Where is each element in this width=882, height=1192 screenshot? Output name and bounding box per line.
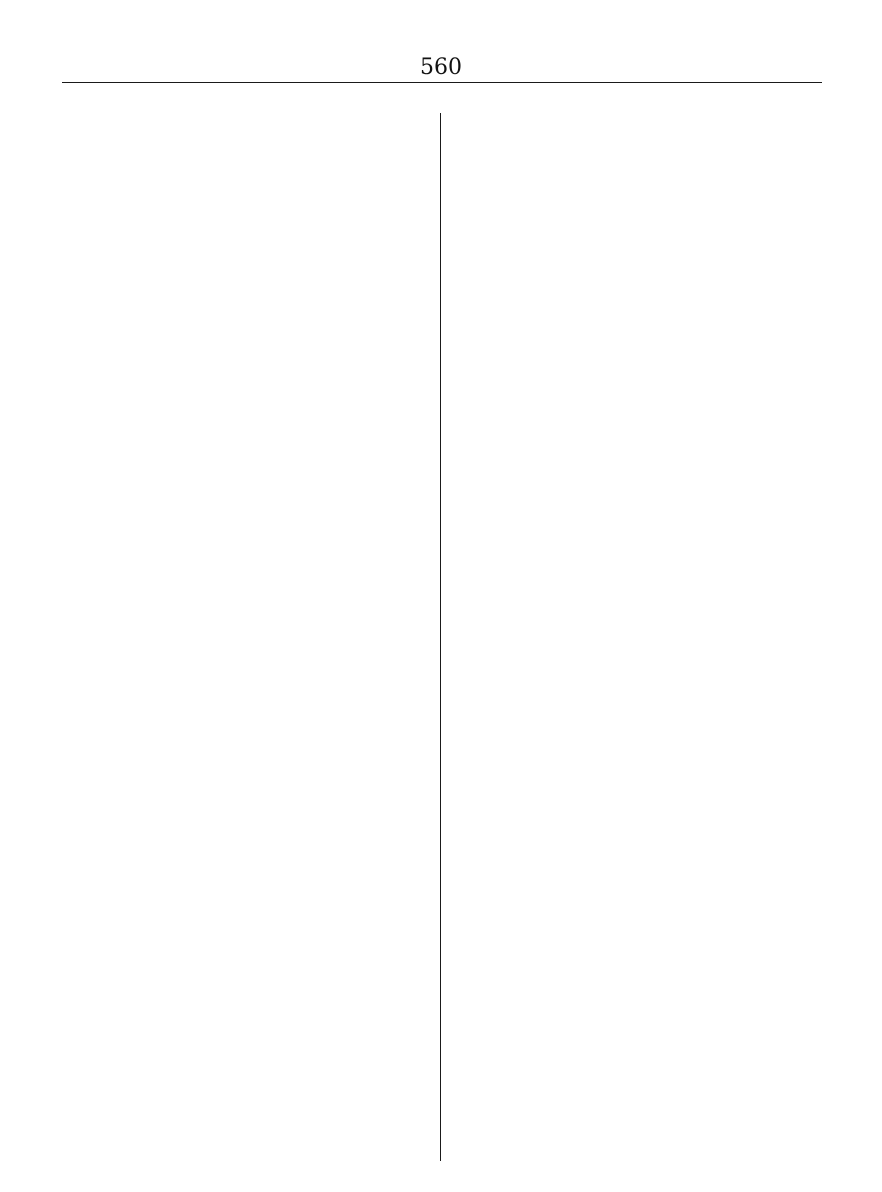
dictionary-entry xyxy=(62,791,419,819)
entry-line xyxy=(87,224,419,252)
entry-line xyxy=(87,791,419,819)
dictionary-entry xyxy=(62,167,419,224)
entry-line xyxy=(87,110,419,138)
entry-line xyxy=(62,905,419,933)
entry-line xyxy=(464,962,821,990)
entry-line xyxy=(87,280,419,308)
entry-line xyxy=(62,451,419,479)
dictionary-entry xyxy=(62,990,419,1075)
dictionary-entry xyxy=(62,678,419,706)
entry-line xyxy=(62,763,419,791)
dictionary-entry xyxy=(464,138,821,166)
dictionary-entry xyxy=(464,735,821,763)
entry-line xyxy=(489,451,821,479)
entry-line xyxy=(464,791,821,819)
dictionary-entry xyxy=(62,1075,419,1132)
entry-line xyxy=(62,1019,419,1047)
entry-line xyxy=(489,167,821,195)
entry-line xyxy=(62,1047,419,1075)
entry-line xyxy=(87,706,419,734)
left-column xyxy=(62,110,419,1132)
dictionary-entry xyxy=(62,224,419,281)
entry-line xyxy=(87,593,419,621)
right-column xyxy=(464,110,821,1132)
entry-line xyxy=(62,252,419,280)
entry-line xyxy=(62,422,419,450)
entry-line xyxy=(464,507,821,535)
entry-line xyxy=(87,1075,419,1103)
entry-line xyxy=(489,195,821,223)
column-divider xyxy=(440,113,441,1161)
entry-line xyxy=(87,536,419,564)
entry-line xyxy=(87,933,419,961)
dictionary-entry xyxy=(464,110,821,138)
entry-line xyxy=(464,394,821,422)
dictionary-entry xyxy=(62,706,419,791)
dictionary-entry xyxy=(62,593,419,650)
dictionary-entry xyxy=(464,167,821,195)
entry-line xyxy=(464,990,821,1018)
entry-line xyxy=(464,593,821,621)
entry-line xyxy=(464,479,821,507)
entry-line xyxy=(464,877,821,905)
entry-line xyxy=(464,1075,821,1103)
entry-line xyxy=(87,167,419,195)
entry-line xyxy=(464,1047,821,1075)
entry-line xyxy=(489,536,821,564)
entry-line xyxy=(489,138,821,166)
entry-line xyxy=(87,337,419,365)
page-number: 560 xyxy=(420,55,462,80)
dictionary-entry xyxy=(464,933,821,1132)
dictionary-entry xyxy=(464,252,821,280)
dictionary-entry xyxy=(464,224,821,252)
entry-line xyxy=(62,507,419,535)
entry-line xyxy=(489,763,821,791)
entry-line xyxy=(464,848,821,876)
entry-line xyxy=(62,394,419,422)
entry-line xyxy=(464,564,821,592)
entry-line xyxy=(62,621,419,649)
entry-line xyxy=(464,366,821,394)
entry-line xyxy=(87,678,419,706)
dictionary-entry xyxy=(62,366,419,536)
entry-line xyxy=(464,905,821,933)
entry-line xyxy=(87,649,419,677)
entry-line xyxy=(489,820,821,848)
dictionary-entry xyxy=(62,649,419,677)
header-rule xyxy=(62,82,822,83)
entry-line xyxy=(87,848,419,876)
entry-line xyxy=(62,735,419,763)
entry-line xyxy=(62,564,419,592)
entry-line xyxy=(87,820,419,848)
entry-line xyxy=(87,366,419,394)
dictionary-entry xyxy=(464,280,821,337)
entry-line xyxy=(62,877,419,905)
entry-line xyxy=(489,110,821,138)
entry-line xyxy=(464,706,821,734)
entry-line xyxy=(62,962,419,990)
dictionary-entry xyxy=(464,337,821,451)
entry-line xyxy=(464,678,821,706)
entry-line xyxy=(87,990,419,1018)
dictionary-entry xyxy=(62,933,419,990)
entry-line xyxy=(62,1104,419,1132)
entry-line xyxy=(62,195,419,223)
entry-line xyxy=(62,309,419,337)
dictionary-entry xyxy=(62,110,419,138)
entry-line xyxy=(87,138,419,166)
dictionary-entry xyxy=(464,451,821,536)
entry-line xyxy=(489,252,821,280)
entry-line xyxy=(464,422,821,450)
dictionary-entry xyxy=(62,536,419,593)
entry-line xyxy=(464,309,821,337)
entry-line xyxy=(489,337,821,365)
dictionary-entry xyxy=(464,195,821,223)
dictionary-entry xyxy=(62,337,419,365)
entry-line xyxy=(464,1019,821,1047)
dictionary-entry xyxy=(62,848,419,933)
entry-line xyxy=(489,735,821,763)
dictionary-entry xyxy=(464,820,821,934)
dictionary-entry xyxy=(62,280,419,337)
dictionary-entry xyxy=(62,138,419,166)
entry-line xyxy=(464,649,821,677)
entry-line xyxy=(464,1104,821,1132)
entry-line xyxy=(62,479,419,507)
dictionary-entry xyxy=(464,536,821,735)
entry-line xyxy=(489,224,821,252)
entry-line xyxy=(489,280,821,308)
entry-line xyxy=(489,933,821,961)
entry-line xyxy=(464,621,821,649)
dictionary-entry xyxy=(62,820,419,848)
dictionary-entry xyxy=(464,763,821,820)
